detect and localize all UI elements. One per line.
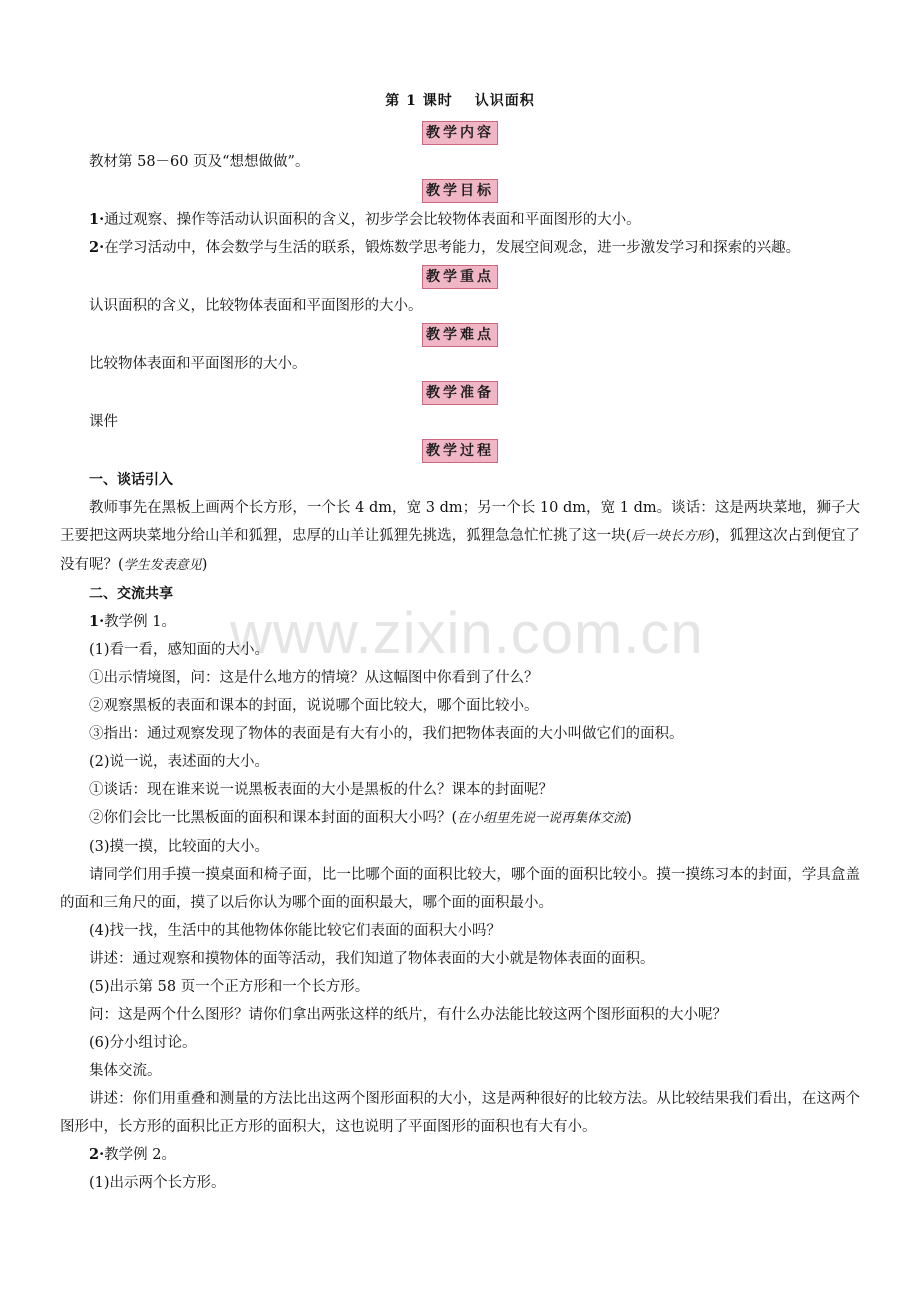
body-line: ②观察黑板的表面和课本的封面，说说哪个面比较大，哪个面比较小。 <box>89 698 539 714</box>
tag-teaching-content: 教学内容 <box>422 121 498 145</box>
tag-key-points: 教学重点 <box>422 265 498 289</box>
tag-teaching-goals: 教学目标 <box>422 179 498 203</box>
section-heading: 一、谈话引入 <box>89 472 173 488</box>
section-heading: 二、交流共享 <box>89 586 173 602</box>
content-text: 教材第 58－60 页及“想想做做”。 <box>89 154 310 170</box>
body-line: ②你们会比一比黑板面的面积和课本封面的面积大小吗？(在小组里先说一说再集体交流) <box>89 810 632 826</box>
body-line: 讲述：通过观察和摸物体的面等活动，我们知道了物体表面的大小就是物体表面的面积。 <box>89 951 655 967</box>
body-line: (4)找一找，生活中的其他物体你能比较它们表面的面积大小吗？ <box>89 923 502 939</box>
lesson-number: 第 1 课时 <box>385 93 453 109</box>
document-page <box>60 84 860 1197</box>
lesson-name: 认识面积 <box>474 93 535 109</box>
body-line: (1)出示两个长方形。 <box>89 1175 226 1191</box>
body-line: (3)摸一摸，比较面的大小。 <box>89 839 270 855</box>
body-line: 讲述：你们用重叠和测量的方法比出这两个图形面积的大小，这是两种很好的比较方法。从比较结果我们看出，在这两个图形中，长方形的面积比正方形的面积大，这也说明了平面图形的面积也有大有小。 <box>60 1091 860 1135</box>
body-line: (2)说一说，表述面的大小。 <box>89 754 270 770</box>
body-line: ①出示情境图，问：这是什么地方的情境？从这幅图中你看到了什么？ <box>89 670 539 686</box>
goal-item: 1·通过观察、操作等活动认识面积的含义，初步学会比较物体表面和平面图形的大小。 <box>89 211 641 228</box>
body-line: (6)分小组讨论。 <box>89 1035 197 1051</box>
lesson-title <box>60 84 860 118</box>
key-text: 认识面积的含义，比较物体表面和平面图形的大小。 <box>89 298 423 314</box>
watermark: www.zixin.com.cn <box>230 601 704 666</box>
tag-preparation: 教学准备 <box>422 381 498 405</box>
body-line: (5)出示第 58 页一个正方形和一个长方形。 <box>89 979 370 995</box>
body-line: (1)看一看，感知面的大小。 <box>89 642 270 658</box>
tag-difficult-points: 教学难点 <box>422 323 498 347</box>
tag-teaching-process: 教学过程 <box>422 439 498 463</box>
body-line: 请同学们用手摸一摸桌面和椅子面，比一比哪个面的面积比较大，哪个面的面积比较小。摸一摸练习本的封面，学具盒盖的面和三角尺的面，摸了以后你认为哪个面的面积最大，哪个面的面积最小。 <box>60 867 860 911</box>
prep-text: 课件 <box>89 414 118 430</box>
example-heading: 2·教学例 2。 <box>89 1146 176 1163</box>
difficult-text: 比较物体表面和平面图形的大小。 <box>89 356 307 372</box>
intro-paragraph: 教师事先在黑板上画两个长方形，一个长 4 dm，宽 3 dm；另一个长 10 dm，宽 1 dm。谈话：这是两块菜地，狮子大王要把这两块菜地分给山羊和狐狸，忠厚的山羊让狐狸先挑选，狐狸急急忙忙挑了这一块(后一块长方形)，狐狸这次占到便宜了没有呢？(学生发表意见) <box>60 500 860 573</box>
body-line: ①谈话：现在谁来说一说黑板表面的大小是黑板的什么？课本的封面呢？ <box>89 782 553 798</box>
example-heading: 1·教学例 1。 <box>89 613 176 630</box>
body-line: 问：这是两个什么图形？请你们拿出两张这样的纸片，有什么办法能比较这两个图形面积的大小呢？ <box>89 1007 727 1023</box>
body-line: ③指出：通过观察发现了物体的表面是有大有小的，我们把物体表面的大小叫做它们的面积。 <box>89 726 684 742</box>
body-line: 集体交流。 <box>89 1063 162 1079</box>
goal-item: 2·在学习活动中，体会数学与生活的联系，锻炼数学思考能力，发展空间观念，进一步激发学习和探索的兴趣。 <box>89 239 801 256</box>
